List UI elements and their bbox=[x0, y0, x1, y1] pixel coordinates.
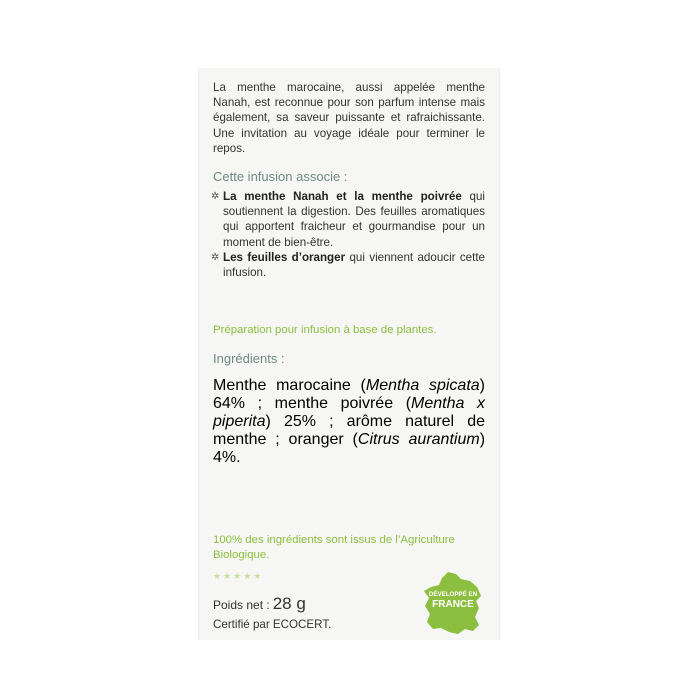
net-weight bbox=[213, 594, 306, 614]
ingredients-part: Menthe marocaine ( bbox=[213, 377, 366, 394]
france-map-icon bbox=[421, 570, 485, 636]
bio-claim: 100% des ingrédients sont issus de l’Agriculture Biologique. bbox=[213, 534, 455, 561]
association-item-text: qui soutiennent la digestion. Des feuilles aromatiques qui apportent fraicheur et gourmandise pour un moment de bien-être. bbox=[223, 190, 485, 249]
ingredients-latin-name: Mentha x piperita bbox=[213, 395, 486, 430]
net-weight-label: Poids net : bbox=[213, 598, 270, 612]
association-item bbox=[213, 250, 485, 280]
stars-decoration: ★★★★★ bbox=[213, 571, 264, 581]
association-item-bold: La menthe Nanah et la menthe poivrée bbox=[223, 190, 462, 204]
ingredients-part: ) 64% ; menthe poivrée ( bbox=[213, 377, 485, 412]
ingredients-title: Ingrédients : bbox=[213, 351, 285, 366]
ingredients-part: ) 4%. bbox=[213, 431, 486, 466]
ingredients-part: ) 25% ; arôme naturel de menthe ; oranger ( bbox=[213, 413, 485, 448]
association-item-text: qui viennent adoucir cette infusion. bbox=[223, 250, 485, 280]
ingredients-latin-name: Mentha spicata bbox=[365, 377, 480, 394]
intro-paragraph: La menthe marocaine, aussi appelée menthe Nanah, est reconnue pour son parfum intense mais également, sa saveur puissante et rafraichissante. Une invitation au voyage idéale pour terminer le repos. bbox=[213, 81, 485, 155]
bullet-star-icon: ✲ bbox=[211, 251, 220, 263]
association-item bbox=[213, 189, 485, 250]
developed-in-france-badge bbox=[421, 570, 485, 636]
association-title: Cette infusion associe : bbox=[213, 169, 348, 185]
association-item-bold: Les feuilles d’oranger bbox=[223, 250, 346, 264]
bullet-star-icon: ✲ bbox=[211, 191, 220, 203]
certification-text: Certifié par ECOCERT. bbox=[213, 618, 332, 631]
preparation-text: Préparation pour infusion à base de plantes. bbox=[213, 324, 437, 336]
association-list bbox=[213, 189, 485, 280]
ingredients-text bbox=[213, 377, 485, 467]
description-content bbox=[213, 80, 485, 280]
ingredients-latin-name: Citrus aurantium bbox=[357, 431, 480, 448]
net-weight-value: 28 g bbox=[272, 594, 306, 613]
badge-line1: DÉVELOPPÉ EN bbox=[428, 591, 478, 598]
badge-line2: FRANCE bbox=[432, 599, 474, 610]
product-info-panel bbox=[198, 68, 500, 640]
